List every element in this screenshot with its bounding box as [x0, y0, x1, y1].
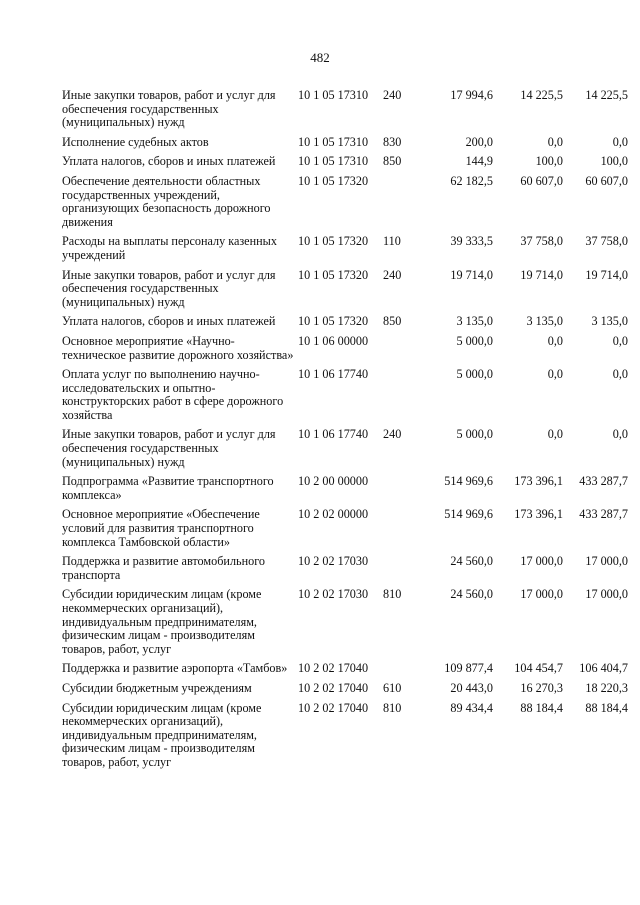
row-classification-code: 10 1 05 17320	[298, 173, 369, 188]
row-value-1: 200,0	[465, 134, 493, 149]
row-value-1: 144,9	[465, 154, 493, 169]
row-expense-type: 850	[383, 154, 402, 169]
row-expense-type: 110	[383, 234, 401, 249]
row-expense-type	[383, 662, 413, 682]
row-value-1: 62 182,5	[450, 173, 493, 188]
row-expense-type: 610	[383, 680, 402, 695]
row-value-3: 60 607,0	[585, 173, 628, 188]
table-row	[62, 475, 628, 508]
row-description: Иные закупки товаров, работ и услуг для обеспечения государственных (муниципальных) нужд	[62, 88, 276, 130]
row-value-3: 0,0	[612, 134, 628, 149]
table-row	[62, 702, 628, 776]
budget-table-body	[62, 89, 628, 776]
row-expense-type: 240	[383, 267, 402, 282]
row-classification-code: 10 2 00 00000	[298, 474, 369, 489]
row-value-1: 17 994,6	[450, 88, 493, 102]
row-value-2: 17 000,0	[520, 554, 563, 569]
row-value-2: 37 758,0	[520, 234, 563, 249]
row-value-3: 433 287,7	[579, 507, 628, 522]
row-value-3: 433 287,7	[579, 474, 628, 489]
row-classification-code: 10 2 02 17040	[298, 700, 369, 715]
table-row	[62, 555, 628, 588]
table-row	[62, 89, 628, 136]
row-value-3: 0,0	[612, 427, 628, 442]
row-classification-code: 10 2 02 00000	[298, 507, 369, 522]
row-classification-code: 10 1 05 17310	[298, 88, 369, 102]
row-classification-code: 10 1 06 00000	[298, 333, 369, 348]
table-row	[62, 136, 628, 156]
row-value-2: 0,0	[547, 333, 563, 348]
table-row	[62, 662, 628, 682]
row-value-2: 104 454,7	[514, 661, 563, 676]
row-description: Иные закупки товаров, работ и услуг для обеспечения государственных (муниципальных) нужд	[62, 267, 276, 309]
row-description: Иные закупки товаров, работ и услуг для обеспечения государственных (муниципальных) нужд	[62, 427, 276, 469]
row-classification-code: 10 1 05 17320	[298, 267, 369, 282]
row-description: Оплата услуг по выполнению научно-исследовательских и опытно-конструкторских работ в сфере дорожного хозяйства	[62, 367, 284, 422]
row-description: Субсидии юридическим лицам (кроме некоммерческих организаций), индивидуальным предпринимателям, физическим лицам - производителям товаров, работ, услуг	[62, 700, 262, 769]
row-description: Субсидии юридическим лицам (кроме некоммерческих организаций), индивидуальным предпринимателям, физическим лицам - производителям товаров, работ, услуг	[62, 587, 262, 656]
row-description: Основное мероприятие «Обеспечение условий для развития транспортного комплекса Тамбовской области»	[62, 507, 260, 549]
table-row	[62, 508, 628, 555]
row-expense-type: 830	[383, 134, 402, 149]
table-row	[62, 368, 628, 428]
row-value-2: 100,0	[535, 154, 563, 169]
row-description: Уплата налогов, сборов и иных платежей	[62, 154, 276, 169]
row-description: Исполнение судебных актов	[62, 134, 209, 149]
table-row	[62, 335, 628, 368]
row-value-3: 19 714,0	[585, 267, 628, 282]
row-value-2: 0,0	[547, 427, 563, 442]
row-description: Расходы на выплаты персоналу казенных учреждений	[62, 234, 277, 262]
page-number: 482	[310, 50, 330, 65]
row-classification-code: 10 1 06 17740	[298, 427, 369, 442]
row-classification-code: 10 2 02 17040	[298, 680, 369, 695]
table-row	[62, 175, 628, 235]
table-row	[62, 682, 628, 702]
row-description: Обеспечение деятельности областных государственных учреждений, организующих безопасность дорожного движения	[62, 173, 271, 229]
row-classification-code: 10 1 05 17310	[298, 154, 369, 169]
row-value-1: 24 560,0	[450, 587, 493, 602]
row-classification-code: 10 1 05 17320	[298, 234, 369, 249]
budget-table-container	[62, 89, 628, 776]
row-value-2: 3 135,0	[526, 314, 563, 329]
row-value-2: 173 396,1	[514, 474, 563, 489]
row-value-2: 0,0	[547, 367, 563, 382]
row-value-2: 14 225,5	[520, 88, 563, 102]
row-value-2: 19 714,0	[520, 267, 563, 282]
row-classification-code: 10 1 06 17740	[298, 367, 369, 382]
row-expense-type: 850	[383, 314, 402, 329]
row-classification-code: 10 1 05 17320	[298, 314, 369, 329]
row-value-1: 89 434,4	[450, 700, 493, 715]
row-value-2: 88 184,4	[520, 700, 563, 715]
row-expense-type: 810	[383, 587, 402, 602]
row-value-1: 5 000,0	[456, 367, 493, 382]
row-value-3: 18 220,3	[585, 680, 628, 695]
row-value-1: 514 969,6	[444, 474, 493, 489]
row-expense-type	[383, 555, 413, 588]
row-value-3: 88 184,4	[585, 700, 628, 715]
row-value-1: 39 333,5	[450, 234, 493, 249]
row-value-3: 37 758,0	[585, 234, 628, 249]
row-description: Подпрограмма «Развитие транспортного комплекса»	[62, 474, 274, 502]
row-value-1: 19 714,0	[450, 267, 493, 282]
row-value-3: 106 404,7	[579, 661, 628, 676]
table-row	[62, 269, 628, 316]
row-expense-type: 240	[383, 427, 402, 442]
row-value-1: 5 000,0	[456, 333, 493, 348]
row-value-2: 16 270,3	[520, 680, 563, 695]
table-row	[62, 155, 628, 175]
row-description: Поддержка и развитие автомобильного транспорта	[62, 554, 265, 582]
row-expense-type	[383, 368, 413, 428]
row-classification-code: 10 2 02 17040	[298, 661, 369, 676]
row-value-2: 60 607,0	[520, 173, 563, 188]
row-classification-code: 10 2 02 17030	[298, 587, 369, 602]
row-value-1: 20 443,0	[450, 680, 493, 695]
row-classification-code: 10 2 02 17030	[298, 554, 369, 569]
budget-table	[62, 89, 628, 776]
row-expense-type	[383, 335, 413, 368]
row-value-1: 514 969,6	[444, 507, 493, 522]
row-value-3: 17 000,0	[585, 587, 628, 602]
table-row	[62, 235, 628, 268]
row-value-1: 109 877,4	[444, 661, 493, 676]
row-classification-code: 10 1 05 17310	[298, 134, 369, 149]
row-value-2: 173 396,1	[514, 507, 563, 522]
row-value-1: 24 560,0	[450, 554, 493, 569]
table-row	[62, 428, 628, 475]
row-expense-type: 810	[383, 700, 402, 715]
row-description: Уплата налогов, сборов и иных платежей	[62, 314, 276, 329]
row-value-1: 5 000,0	[456, 427, 493, 442]
row-value-3: 0,0	[612, 367, 628, 382]
row-value-2: 0,0	[547, 134, 563, 149]
row-expense-type	[383, 175, 413, 235]
row-value-3: 14 225,5	[585, 88, 628, 102]
row-value-3: 17 000,0	[585, 554, 628, 569]
table-row	[62, 588, 628, 662]
row-expense-type: 240	[383, 88, 402, 102]
row-value-1: 3 135,0	[456, 314, 493, 329]
row-description: Основное мероприятие «Научно-техническое развитие дорожного хозяйства»	[62, 333, 294, 362]
row-value-2: 17 000,0	[520, 587, 563, 602]
row-value-3: 0,0	[612, 333, 628, 348]
row-value-3: 3 135,0	[591, 314, 628, 329]
row-description: Субсидии бюджетным учреждениям	[62, 680, 252, 695]
row-value-3: 100,0	[600, 154, 628, 169]
table-row	[62, 315, 628, 335]
row-description: Поддержка и развитие аэропорта «Тамбов»	[62, 661, 288, 676]
row-expense-type	[383, 475, 413, 508]
row-expense-type	[383, 508, 413, 555]
